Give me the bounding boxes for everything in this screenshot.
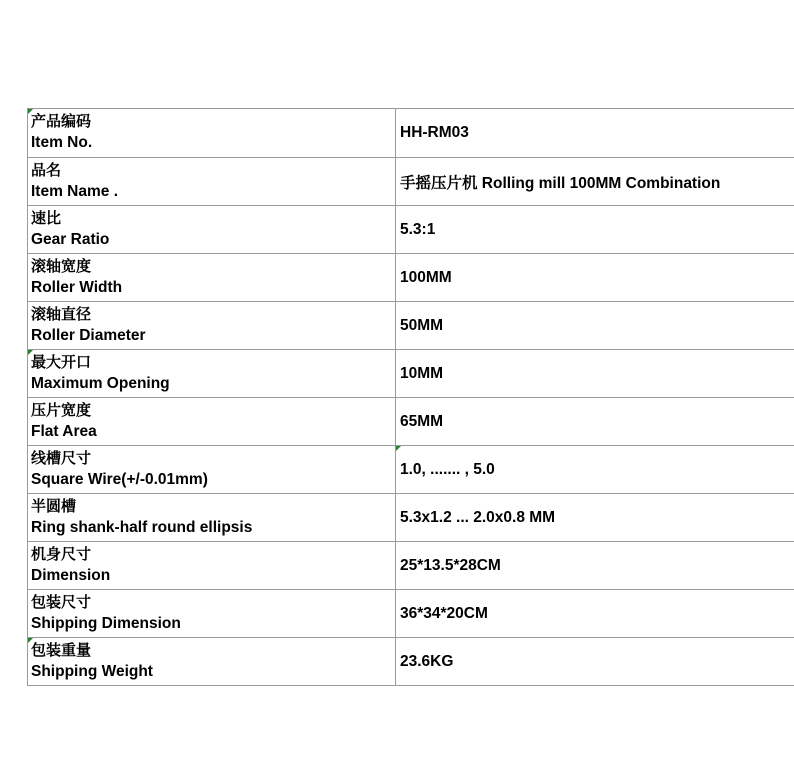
value-cell: HH-RM03 [400,124,469,141]
label-cell [27,494,396,541]
label-cell [27,302,396,349]
row-shipping-dimension [27,590,794,638]
value-cell [396,446,794,493]
label-english: Maximum Opening [31,375,170,392]
label-chinese: 滚轴直径 [31,306,92,323]
label-english: Dimension [31,567,111,584]
label-english: Shipping Dimension [31,615,181,632]
label-english: Item Name . [31,183,119,200]
row-square-wire [27,446,794,494]
label-chinese: 机身尺寸 [31,546,92,563]
cell-comment-marker [28,638,33,643]
label-chinese: 速比 [31,210,62,227]
spec-table [27,108,794,686]
cell-comment-marker [28,350,33,355]
label-chinese: 线槽尺寸 [31,450,92,467]
row-roller-diameter [27,302,794,350]
value-cell: 25*13.5*28CM [400,556,501,574]
label-chinese: 产品编码 [31,113,92,130]
row-maximum-opening [27,350,794,398]
label-english: Gear Ratio [31,231,110,248]
cell-comment-marker [396,446,401,451]
label-english: Shipping Weight [31,663,153,680]
label-chinese: 滚轴宽度 [31,258,92,275]
label-chinese: 半圆槽 [31,498,77,515]
label-cell [27,254,396,301]
value-cell: 100MM [400,268,452,286]
label-chinese: 品名 [31,162,62,179]
value-cell: 5.3:1 [400,220,436,238]
value-cell: 65MM [400,412,444,430]
label-cell [27,446,396,493]
label-english: Flat Area [31,423,97,440]
label-cell [27,350,396,397]
label-cell [27,542,396,589]
label-cell [27,206,396,253]
row-flat-area [27,398,794,446]
label-cell [27,590,396,637]
label-english: Roller Width [31,279,123,296]
value-cell: 手摇压片机 Rolling mill 100MM Combination [400,174,721,192]
value-cell: 50MM [400,316,444,334]
value-cell: 10MM [400,364,444,382]
row-item-name [27,158,794,206]
label-chinese: 最大开口 [31,354,92,371]
label-cell [27,109,396,157]
row-ring-shank [27,494,794,542]
row-dimension [27,542,794,590]
label-cell [27,638,396,685]
row-roller-width [27,254,794,302]
row-shipping-weight [27,638,794,686]
label-cell [27,158,396,205]
cell-comment-marker [28,109,33,114]
value-cell: 5.3x1.2 ... 2.0x0.8 MM [400,508,556,526]
value-text: 1.0, ....... , 5.0 [400,460,495,478]
label-chinese: 包装重量 [31,642,92,659]
row-item-no [27,109,794,158]
label-english: Ring shank-half round ellipsis [31,519,253,536]
value-cell: 23.6KG [400,652,454,670]
value-cell: 36*34*20CM [400,604,488,622]
row-gear-ratio [27,206,794,254]
label-english: Roller Diameter [31,327,146,344]
label-chinese: 包装尺寸 [31,594,92,611]
label-chinese: 压片宽度 [31,402,92,419]
label-english: Square Wire(+/-0.01mm) [31,471,208,488]
label-english: Item No. [31,134,93,151]
label-cell [27,398,396,445]
